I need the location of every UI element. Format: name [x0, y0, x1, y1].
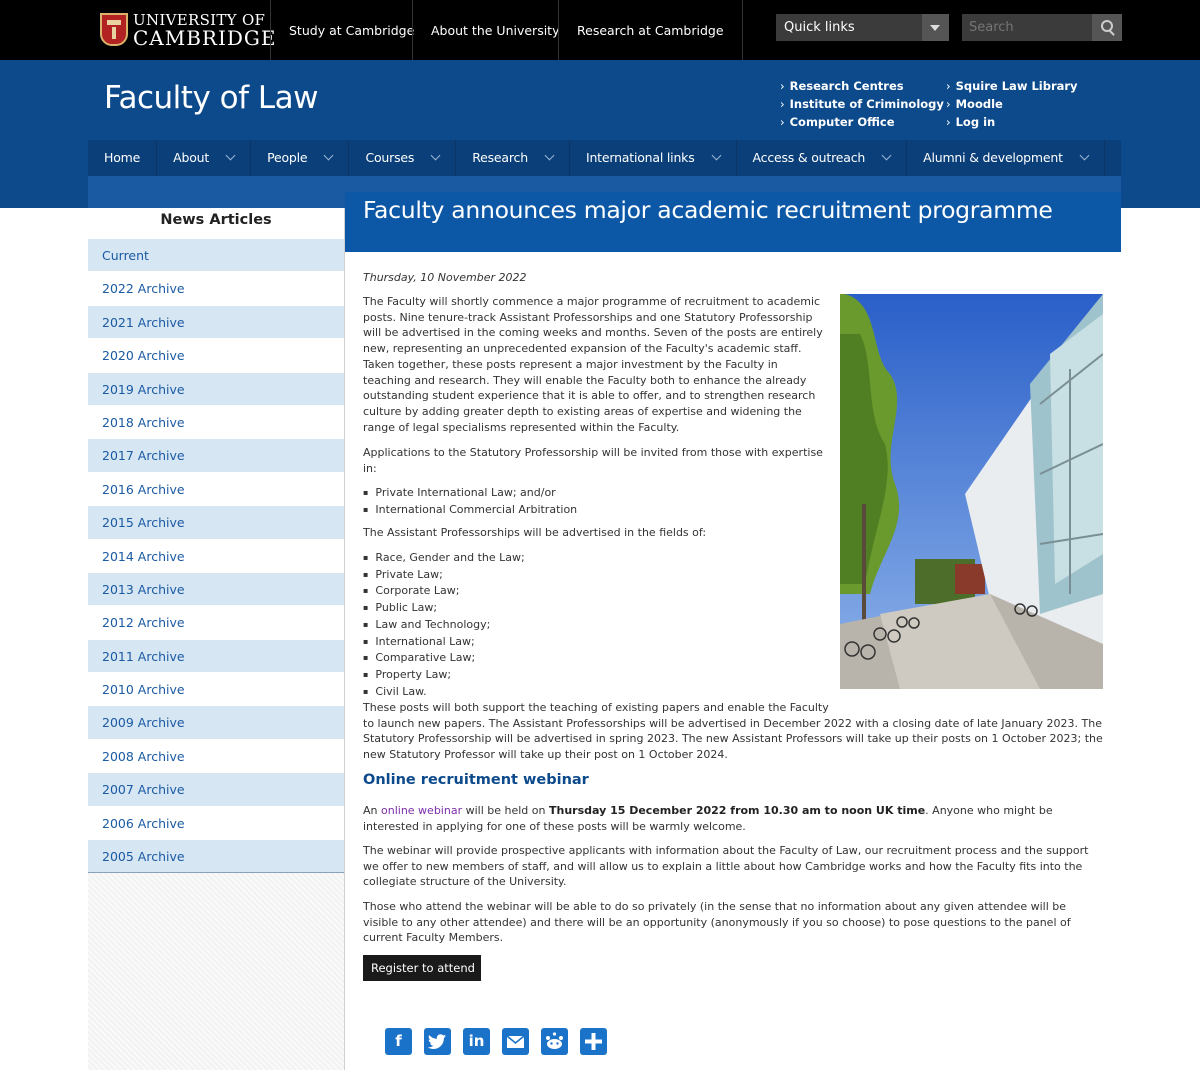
statutory-fields-list — [363, 485, 577, 518]
article-paragraph-4-line1: These posts will both support the teaching of existing papers and enable the Faculty — [363, 701, 829, 714]
article-paragraph-1: The Faculty will shortly commence a major programme of recruitment to academic posts. Nine tenure-track Assistant Professorships and one Statutory Professorship will be advertised in the coming weeks and months. Seven of the posts are entirely new, representing an unprecedented expansion of the Faculty's academic staff. Taken together, these posts represent a major investment by the Faculty in teaching and research. They will enable the Faculty both to enhance the already outstanding student experience that it is able to offer, and to strengthen research culture by adding greater depth to existing areas of expertise and widening the range of legal specialisms represented within the Faculty. — [363, 295, 823, 434]
sidebar-item-2019[interactable]: 2019 Archive — [88, 372, 344, 405]
article-title: Faculty announces major academic recruitment programme — [363, 196, 1053, 224]
search-icon[interactable] — [1092, 14, 1122, 41]
header-link-moodle[interactable]: › Moodle — [946, 97, 1078, 115]
nav-international[interactable] — [570, 140, 737, 176]
share-icon[interactable] — [580, 1028, 607, 1055]
header-link-research-centres[interactable]: › Research Centres — [780, 79, 944, 97]
list-item: ▪ International Commercial Arbitration — [363, 502, 577, 519]
nav-access-label: Access & outreach — [752, 150, 866, 165]
sidebar-item-2022[interactable]: 2022 Archive — [88, 271, 344, 304]
header-link-login[interactable]: › Log in — [946, 115, 1078, 133]
article-paragraph-5 — [363, 803, 1103, 834]
header-link-criminology[interactable]: › Institute of Criminology — [780, 97, 944, 115]
assistant-fields-list — [363, 550, 525, 700]
sidebar-item-2011[interactable]: 2011 Archive — [88, 639, 344, 672]
list-item: ▪ Private International Law; and/or — [363, 485, 577, 502]
sidebar-item-2006[interactable]: 2006 Archive — [88, 806, 344, 839]
top-bar — [0, 0, 1200, 60]
nav-alumni[interactable] — [907, 140, 1105, 176]
chevron-down-icon — [324, 151, 334, 161]
nav-research-label: Research — [472, 150, 528, 165]
sidebar-list — [88, 238, 344, 873]
linkedin-icon[interactable]: in — [463, 1028, 490, 1055]
logo-text-line2: CAMBRIDGE — [133, 26, 277, 50]
nav-access[interactable] — [737, 140, 908, 176]
sidebar-item-2005[interactable]: 2005 Archive — [88, 839, 344, 872]
nav-about-label: About — [173, 150, 210, 165]
list-item: ▪ International Law; — [363, 634, 525, 651]
email-icon[interactable] — [502, 1028, 529, 1055]
chevron-down-icon — [431, 151, 441, 161]
list-item: ▪ Private Law; — [363, 567, 525, 584]
quick-links-label: Quick links — [784, 20, 855, 35]
nav-international-label: International links — [585, 150, 695, 165]
sidebar-item-2012[interactable]: 2012 Archive — [88, 605, 344, 638]
list-item: ▪ Law and Technology; — [363, 617, 525, 634]
list-item: ▪ Race, Gender and the Law; — [363, 550, 525, 567]
nav-people-label: People — [267, 150, 308, 165]
chevron-down-icon — [1079, 151, 1089, 161]
p5-text-mid: will be held on — [462, 804, 549, 817]
reddit-icon[interactable] — [541, 1028, 568, 1055]
sidebar-item-2017[interactable]: 2017 Archive — [88, 438, 344, 471]
quick-links-select[interactable] — [776, 14, 949, 41]
university-logo[interactable] — [100, 11, 277, 50]
online-webinar-link[interactable]: online webinar — [381, 804, 463, 817]
nav-research[interactable] — [456, 140, 570, 176]
sidebar-item-2016[interactable]: 2016 Archive — [88, 472, 344, 505]
nav-home[interactable] — [88, 140, 157, 176]
faculty-header — [0, 60, 1200, 208]
chevron-down-icon — [882, 151, 892, 161]
sidebar-item-2010[interactable]: 2010 Archive — [88, 672, 344, 705]
header-link-computer-office[interactable]: › Computer Office — [780, 115, 944, 133]
list-item: ▪ Property Law; — [363, 667, 525, 684]
article-paragraph-6: The webinar will provide prospective applicants with information about the Faculty of Law, our recruitment process and the support we offer to new members of staff, and will allow us to explain a little about how Cambridge works and how the Faculty fits into the collegiate structure of the University. — [363, 844, 1089, 889]
nav-home-label: Home — [104, 150, 141, 165]
list-item: ▪ Public Law; — [363, 600, 525, 617]
sidebar-item-current[interactable]: Current — [88, 238, 344, 271]
facebook-icon[interactable]: f — [385, 1028, 412, 1055]
sidebar-item-2020[interactable]: 2020 Archive — [88, 338, 344, 371]
faculty-title[interactable]: Faculty of Law — [104, 80, 318, 116]
list-item: ▪ Corporate Law; — [363, 583, 525, 600]
sidebar-item-2015[interactable]: 2015 Archive — [88, 505, 344, 538]
sidebar-item-2008[interactable]: 2008 Archive — [88, 739, 344, 772]
quick-links-dropdown-button[interactable] — [922, 14, 949, 41]
sidebar-item-2007[interactable]: 2007 Archive — [88, 772, 344, 805]
webinar-date: Thursday 15 December 2022 from 10.30 am to noon UK time — [548, 804, 926, 817]
register-button[interactable] — [363, 955, 481, 981]
header-links-col1 — [780, 79, 944, 133]
register-button-label: Register to attend — [371, 961, 475, 975]
chevron-down-icon — [226, 151, 236, 161]
nav-people[interactable] — [251, 140, 349, 176]
header-links-col2 — [946, 79, 1078, 133]
news-sidebar — [88, 208, 345, 1070]
topnav-study[interactable]: Study at Cambridge — [270, 0, 432, 60]
sidebar-item-2021[interactable]: 2021 Archive — [88, 305, 344, 338]
article-paragraph-3: The Assistant Professorships will be advertised in the fields of: — [363, 526, 707, 539]
main-nav — [88, 140, 1121, 176]
nav-alumni-label: Alumni & development — [923, 150, 1063, 165]
article-banner — [345, 192, 1121, 252]
sidebar-item-2009[interactable]: 2009 Archive — [88, 705, 344, 738]
p5-text-post: . Anyone who might be interested in applying for one of these posts will be warmly welcome. — [363, 804, 1053, 833]
article-paragraph-4-rest: to launch new papers. The Assistant Professorships will be advertised in December 2022 with a closing date of late January 2023. The Statutory Professorship will be advertised in spring 2023. The new Assistant Professors will take up their posts on 1 October 2023; the new Statutory Professor will take up their post on 1 October 2024. — [363, 716, 1103, 762]
article-paragraph-7: Those who attend the webinar will be able to do so privately (in the sense that no information about any given attendee will be visible to any other attendee) and there will be an opportunity (anonymously if you so choose) to pose questions to the panel of current Faculty Members. — [363, 900, 1071, 945]
nav-courses-label: Courses — [365, 150, 415, 165]
search-input[interactable] — [962, 14, 1092, 41]
article-paragraph-2: Applications to the Statutory Professorship will be invited from those with expertise in: — [363, 446, 823, 475]
chevron-down-icon — [545, 151, 555, 161]
article-date: Thursday, 10 November 2022 — [363, 271, 527, 284]
topnav-research[interactable]: Research at Cambridge — [558, 0, 743, 60]
sidebar-item-2018[interactable]: 2018 Archive — [88, 405, 344, 438]
caret-down-icon — [930, 25, 940, 31]
nav-about[interactable] — [157, 140, 251, 176]
sidebar-item-2013[interactable]: 2013 Archive — [88, 572, 344, 605]
faculty-building-photo — [840, 294, 1103, 689]
topnav-about[interactable]: About the University — [412, 0, 577, 60]
sidebar-title: News Articles — [88, 208, 344, 238]
list-item: ▪ Comparative Law; — [363, 650, 525, 667]
chevron-right-icon — [376, 990, 384, 998]
header-link-squire-library[interactable]: › Squire Law Library — [946, 79, 1078, 97]
building-photo-image — [840, 294, 1103, 689]
chevron-down-icon — [711, 151, 721, 161]
twitter-icon[interactable] — [424, 1028, 451, 1055]
webinar-heading: Online recruitment webinar — [363, 772, 589, 788]
list-item: ▪ Civil Law. — [363, 684, 525, 701]
nav-courses[interactable] — [349, 140, 456, 176]
p5-text-pre: An — [363, 804, 381, 817]
article-paragraph-4 — [363, 700, 1103, 763]
cambridge-crest-icon — [100, 13, 128, 46]
sidebar-item-2014[interactable]: 2014 Archive — [88, 539, 344, 572]
logo-text-line1: UNIVERSITY OF — [133, 11, 266, 29]
